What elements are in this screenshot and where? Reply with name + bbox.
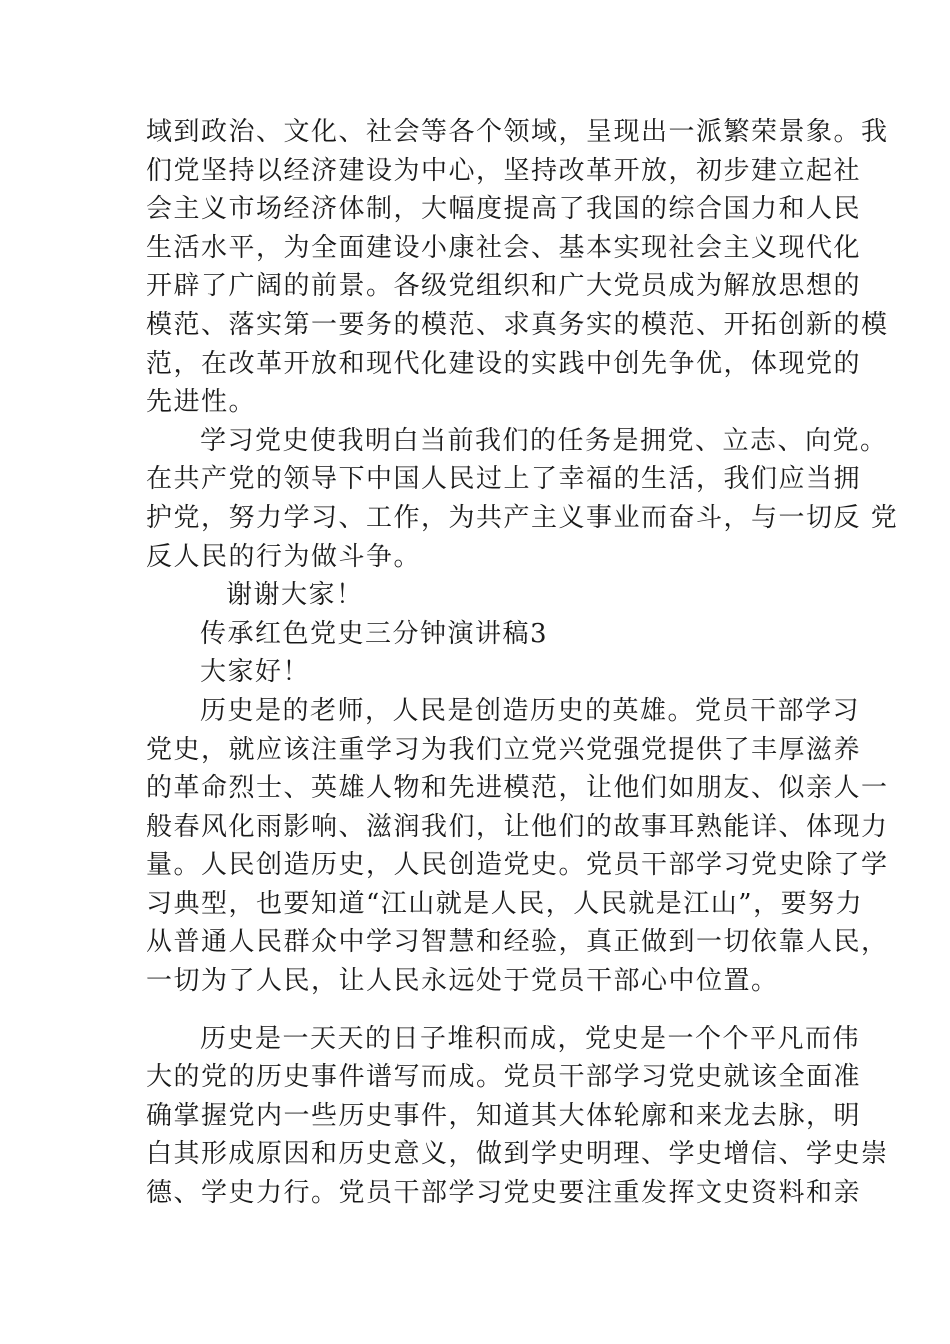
text-line: 白其形成原因和历史意义，做到学史明理、学史增信、学史崇: [146, 1139, 889, 1170]
closing-thanks: 谢谢大家！: [226, 580, 364, 611]
text-line: 大的党的历史事件谱写而成。党员干部学习党史就该全面准: [146, 1062, 862, 1093]
text-line: 反人民的行为做斗争。: [146, 541, 422, 572]
text-line: 德、学史力行。党员干部学习党史要注重发挥文史资料和亲: [146, 1178, 862, 1209]
text-line: 从普通人民群众中学习智慧和经验，真正做到一切依靠人民，: [146, 927, 889, 958]
text-line: 开辟了广阔的前景。各级党组织和广大党员成为解放思想的: [146, 271, 862, 302]
text-line: 党史，就应该注重学习为我们立党兴党强党提供了丰厚滋养: [146, 734, 862, 765]
text-line: 般春风化雨影响、滋润我们，让他们的故事耳熟能详、体现力: [146, 811, 889, 842]
text-line: 域到政治、文化、社会等各个领域，呈现出一派繁荣景象。我: [146, 117, 889, 147]
text-line: 生活水平，为全面建设小康社会、基本实现社会主义现代化: [146, 232, 862, 263]
paragraph-gap: [146, 1001, 810, 1020]
text-line: 护党，努力学习、工作，为共产主义事业而奋斗，与一切反 党: [146, 502, 899, 533]
text-line: 在共产党的领导下中国人民过上了幸福的生活，我们应当拥: [146, 464, 862, 495]
text-line: 们党坚持以经济建设为中心，坚持改革开放，初步建立起社: [146, 155, 862, 186]
section-title: 传承红色党史三分钟演讲稿3: [200, 618, 549, 649]
greeting: 大家好！: [200, 657, 311, 688]
text-line: 范，在改革开放和现代化建设的实践中创先争优，体现党的: [146, 348, 862, 379]
text-line: 会主义市场经济体制，大幅度提高了我国的综合国力和人民: [146, 194, 862, 225]
text-line: 一切为了人民，让人民永远处于党员干部心中位置。: [146, 966, 779, 997]
text-line: 学习党史使我明白当前我们的任务是拥党、立志、向党。: [200, 425, 888, 456]
text-line: 确掌握党内一些历史事件，知道其大体轮廓和来龙去脉，明: [146, 1100, 862, 1131]
text-line: 历史是的老师，人民是创造历史的英雄。党员干部学习: [200, 695, 861, 726]
text-line: 量。人民创造历史，人民创造党史。党员干部学习党史除了学: [146, 850, 889, 881]
text-line: 模范、落实第一要务的模范、求真务实的模范、开拓创新的模: [146, 309, 889, 340]
text-line: 先进性。: [146, 387, 257, 418]
text-line: 的革命烈士、英雄人物和先进模范，让他们如朋友、似亲人一: [146, 773, 889, 804]
text-line: 历史是一天天的日子堆积而成，党史是一个个平凡而伟: [200, 1023, 861, 1054]
text-line: 习典型，也要知道“江山就是人民，人民就是江山”，要努力: [146, 888, 864, 919]
document-body: [146, 113, 899, 1213]
